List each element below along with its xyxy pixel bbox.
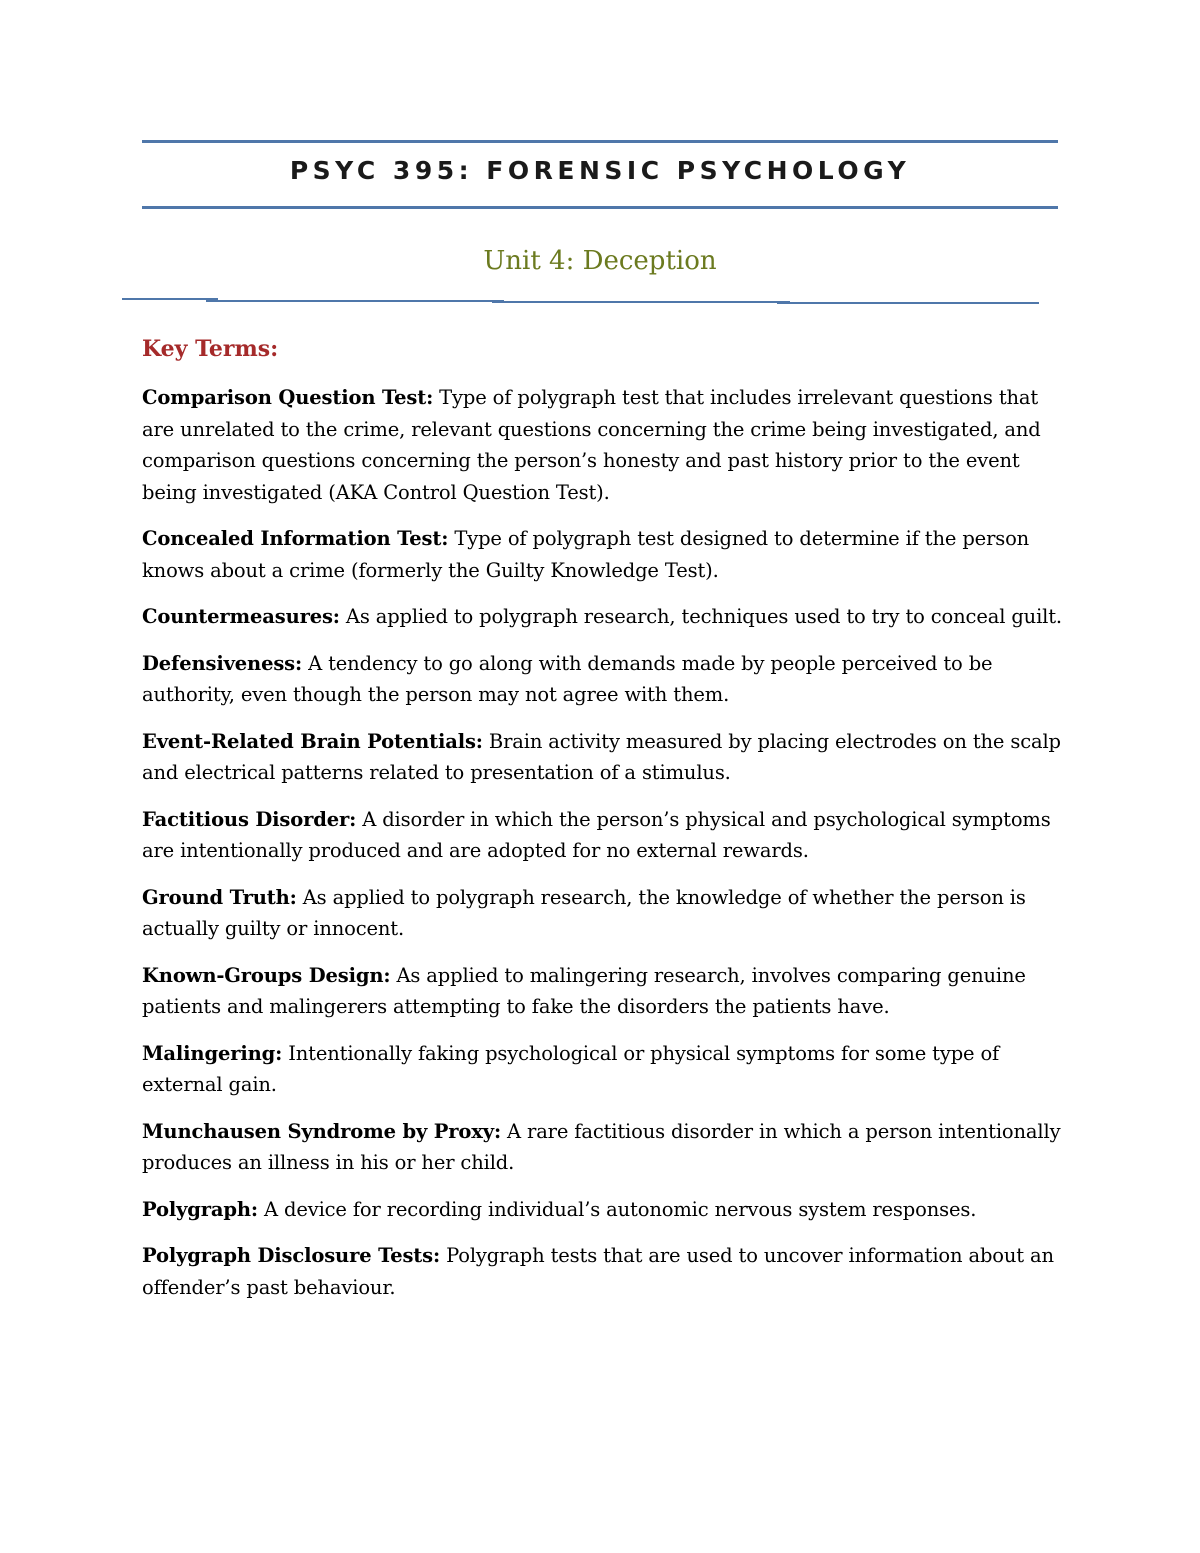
term-name: Event-Related Brain Potentials: [142, 729, 483, 753]
term-entry [142, 960, 1062, 1023]
term-definition: As applied to polygraph research, the knowledge of whether the person is actually guilty or innocent. [142, 885, 1026, 940]
term-definition: A rare factitious disorder in which a person intentionally produces an illness in his or her child. [142, 1119, 1061, 1174]
term-name: Factitious Disorder: [142, 807, 357, 831]
term-entry [142, 1116, 1062, 1179]
term-entry [142, 1240, 1062, 1303]
term-definition: Intentionally faking psychological or physical symptoms for some type of external gain. [142, 1041, 1000, 1096]
term-entry [142, 1038, 1062, 1101]
term-name: Malingering: [142, 1041, 283, 1065]
term-entry [142, 726, 1062, 789]
key-terms-heading: Key Terms: [142, 336, 279, 362]
term-definition: A disorder in which the person’s physical and psychological symptoms are intentionally produced and are adopted for no external rewards. [142, 807, 1051, 862]
term-name: Polygraph Disclosure Tests: [142, 1244, 441, 1267]
unit-title: Unit 4: Deception [483, 246, 717, 276]
term-definition: A device for recording individual’s autonomic nervous system responses. [257, 1197, 977, 1221]
term-entry [142, 648, 1062, 711]
bottom-rule [142, 206, 1058, 209]
term-definition: Type of polygraph test that includes irrelevant questions that are unrelated to the crime, relevant questions concerning the crime being investigated, and comparison questions concerning the person’s honesty and past history prior to the event being investigated (AKA Control Question Test). [142, 386, 1041, 504]
term-definition: A tendency to go along with demands made by people perceived to be authority, even though the person may not agree with them. [142, 651, 993, 706]
term-name: Concealed Information Test: [142, 527, 449, 550]
term-name: Polygraph: [142, 1197, 258, 1221]
term-definition: Type of polygraph test designed to determine if the person knows about a crime (formerly the Guilty Knowledge Test). [142, 527, 1030, 582]
term-name: Known-Groups Design: [142, 963, 391, 987]
term-entry [142, 382, 1062, 508]
term-definition: As applied to polygraph research, techniques used to try to conceal guilt. [339, 605, 1062, 628]
term-definition: Polygraph tests that are used to uncover information about an offender’s past behaviour. [142, 1244, 1054, 1299]
key-terms-list [142, 382, 1062, 1318]
term-entry [142, 601, 1062, 633]
top-rule [142, 140, 1058, 143]
term-name: Comparison Question Test: [142, 386, 434, 409]
term-entry [142, 1194, 1062, 1226]
term-entry [142, 523, 1062, 586]
term-name: Defensiveness: [142, 651, 303, 675]
term-name: Ground Truth: [142, 885, 297, 909]
term-name: Munchausen Syndrome by Proxy: [142, 1119, 501, 1143]
term-entry [142, 804, 1062, 867]
term-entry [142, 882, 1062, 945]
course-title: PSYC 395: FORENSIC PSYCHOLOGY [289, 156, 911, 185]
term-definition: Brain activity measured by placing electrodes on the scalp and electrical patterns related to presentation of a stimulus. [142, 729, 1061, 784]
term-definition: As applied to malingering research, involves comparing genuine patients and malingerers attempting to fake the disorders the patients have. [142, 963, 1026, 1018]
term-name: Countermeasures: [142, 605, 340, 628]
